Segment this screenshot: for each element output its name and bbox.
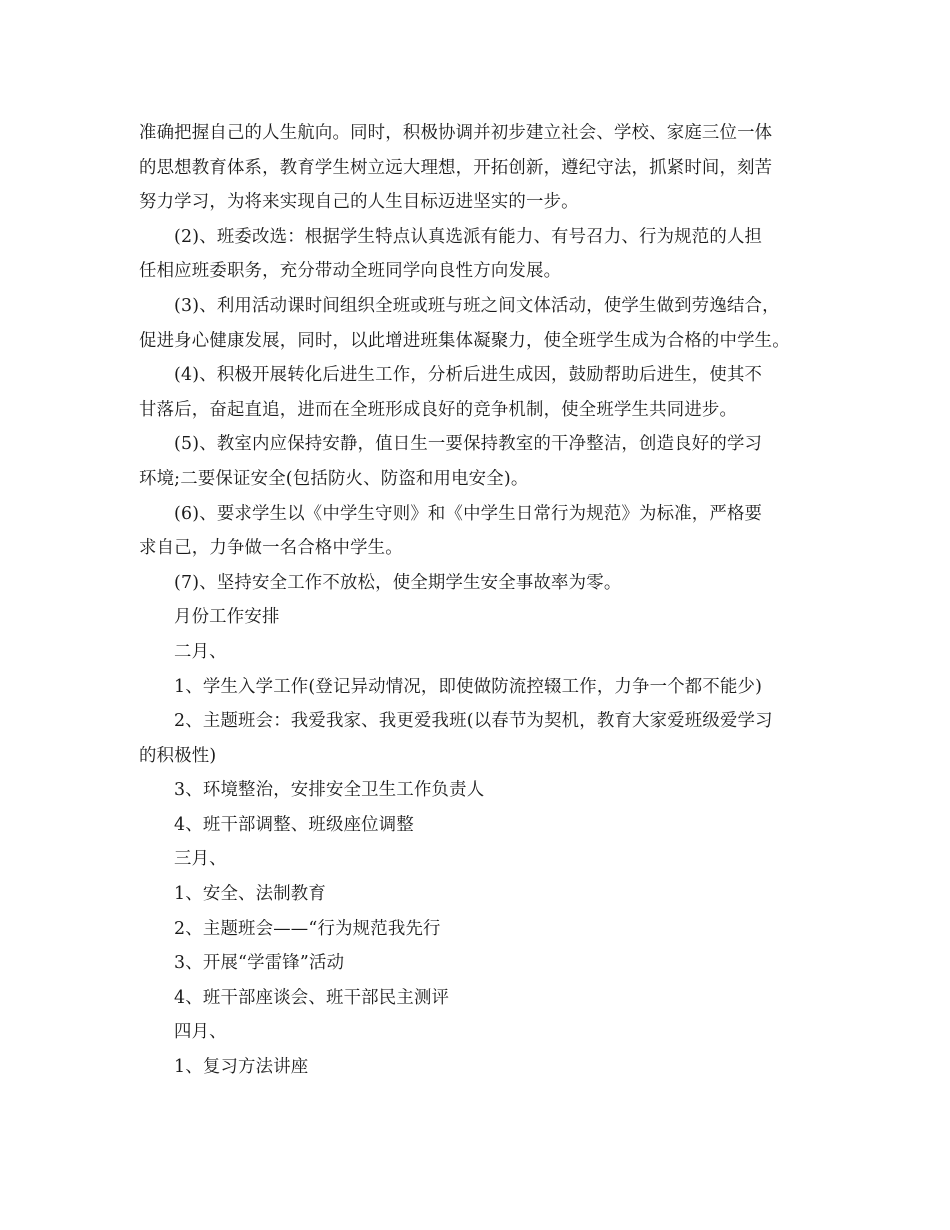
- text-line: 的思想教育体系，教育学生树立远大理想，开拓创新，遵纪守法，抓紧时间，刻苦: [139, 157, 773, 178]
- list-item: 4、班干部座谈会、班干部民主测评: [174, 987, 450, 1008]
- text-line: (7)、坚持安全工作不放松，使全期学生安全事故率为零。: [174, 572, 622, 593]
- text-line: 任相应班委职务，充分带动全班同学向良性方向发展。: [139, 261, 562, 282]
- list-item: 1、安全、法制教育: [174, 884, 326, 905]
- text-line: (6)、要求学生以《中学生守则》和《中学生日常行为规范》为标准，严格要: [174, 503, 763, 524]
- text-line: (2)、班委改选：根据学生特点认真选派有能力、有号召力、行为规范的人担: [174, 226, 763, 247]
- section-heading: 月份工作安排: [174, 607, 280, 628]
- list-item: 2、主题班会：我爱我家、我更爱我班(以春节为契机，教育大家爱班级爱学习: [174, 711, 773, 732]
- list-item: 2、主题班会——“行为规范我先行: [174, 918, 441, 939]
- text-line: 努力学习，为将来实现自己的人生目标迈进坚实的一步。: [139, 192, 579, 213]
- list-item: 的积极性): [139, 745, 217, 766]
- text-line: 促进身心健康发展，同时，以此增进班集体凝聚力，使全班学生成为合格的中学生。: [139, 330, 790, 351]
- text-line: (4)、积极开展转化后进生工作，分析后进生成因，鼓励帮助后进生，使其不: [174, 365, 763, 386]
- list-item: 1、学生入学工作(登记异动情况，即使做防流控辍工作，力争一个都不能少): [174, 676, 763, 697]
- month-heading: 二月、: [174, 641, 227, 662]
- text-line: 环境;二要保证安全(包括防火、防盗和用电安全)。: [139, 468, 529, 489]
- list-item: 4、班干部调整、班级座位调整: [174, 814, 414, 835]
- list-item: 3、环境整治，安排安全卫生工作负责人: [174, 780, 485, 801]
- month-heading: 三月、: [174, 849, 227, 870]
- month-heading: 四月、: [174, 1022, 227, 1043]
- text-line: (3)、利用活动课时间组织全班或班与班之间文体活动，使学生做到劳逸结合，: [174, 295, 780, 316]
- document-body: [139, 116, 829, 1085]
- text-line: 准确把握自己的人生航向。同时，积极协调并初步建立社会、学校、家庭三位一体: [139, 123, 773, 143]
- text-line: 求自己，力争做一名合格中学生。: [139, 538, 403, 559]
- list-item: 3、开展“学雷锋”活动: [174, 953, 345, 974]
- list-item: 1、复习方法讲座: [174, 1057, 309, 1078]
- text-line: (5)、教室内应保持安静，值日生一要保持教室的干净整洁，创造良好的学习: [174, 434, 763, 455]
- text-line: 甘落后，奋起直追，进而在全班形成良好的竞争机制，使全班学生共同进步。: [139, 399, 738, 420]
